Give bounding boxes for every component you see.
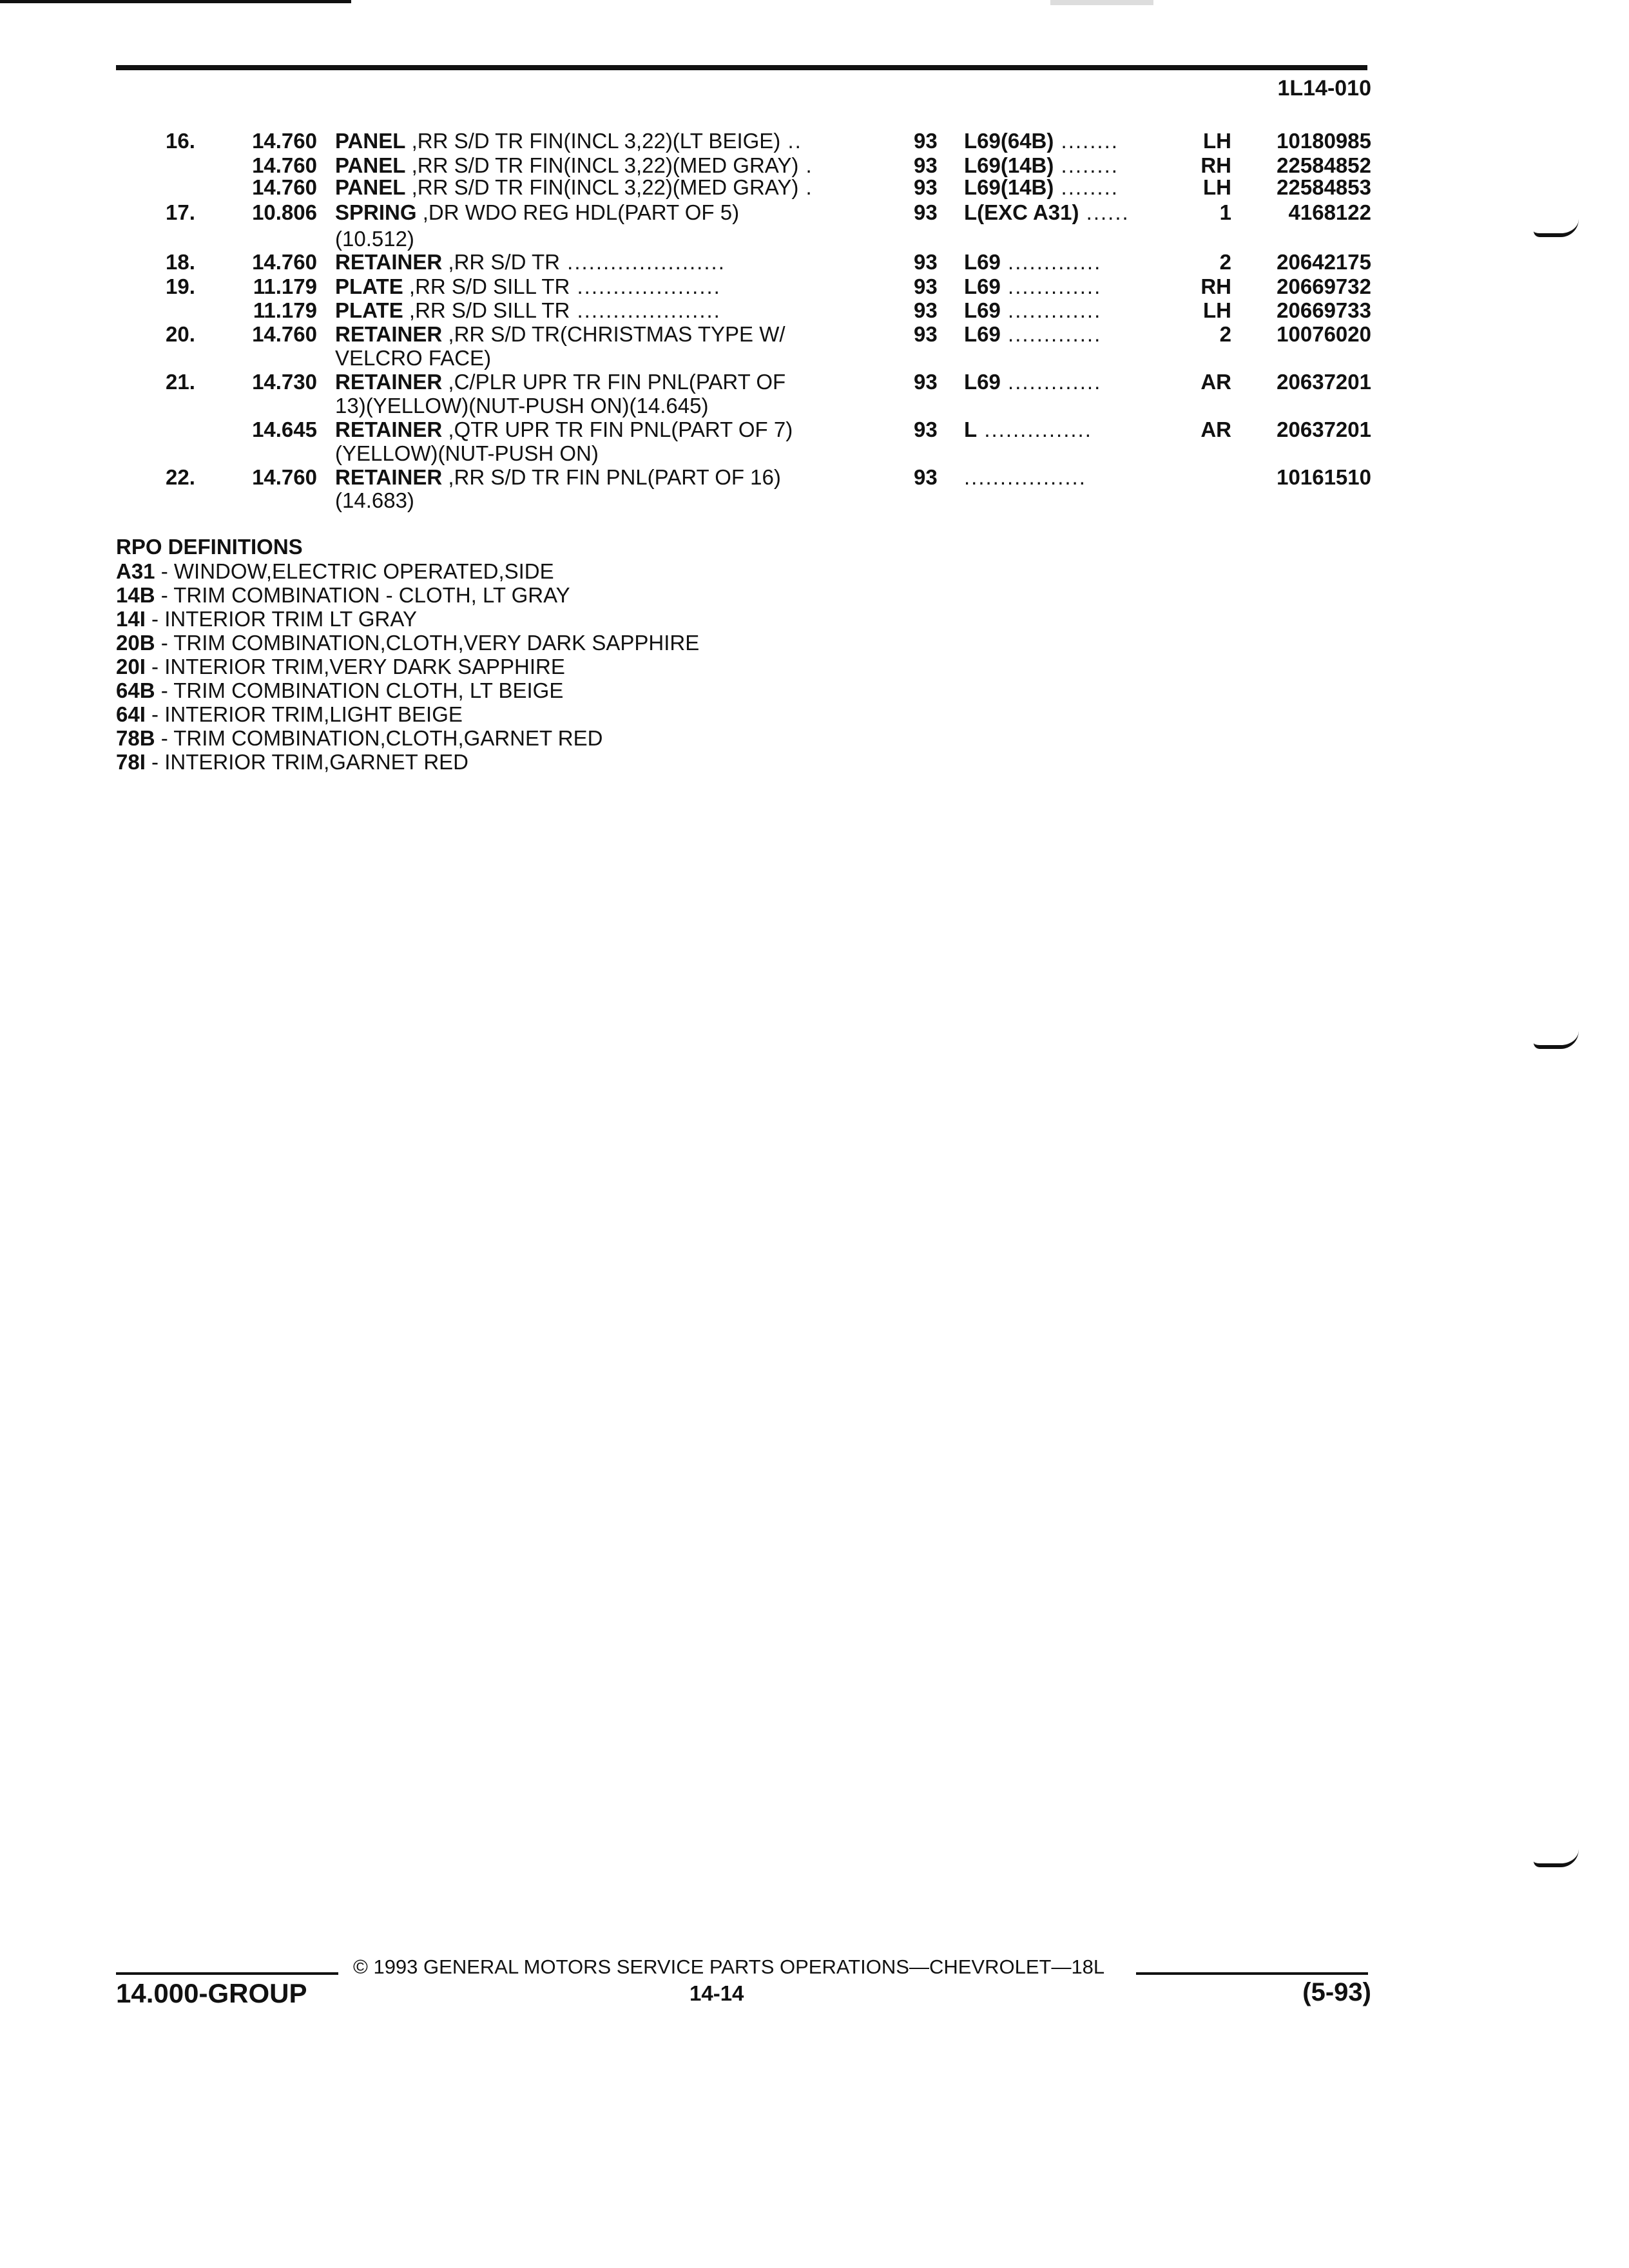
model-text: L(EXC A31)	[964, 200, 1079, 224]
model-code	[964, 175, 1119, 200]
rpo-item	[116, 655, 565, 679]
footer-rule-right	[1136, 1972, 1368, 1975]
top-left-rule	[0, 0, 351, 3]
dot-leader: .............	[1000, 322, 1102, 346]
rpo-item	[116, 607, 417, 631]
dot-leader: ......................	[559, 250, 726, 274]
group-number: 14.760	[252, 250, 317, 274]
rpo-item	[116, 702, 463, 727]
part-detail: ,RR S/D SILL TR	[403, 274, 570, 298]
part-detail: (10.512)	[335, 227, 414, 251]
table-row	[0, 250, 1629, 274]
quantity: RH	[1200, 153, 1231, 177]
part-number: 10180985	[1277, 129, 1371, 153]
table-row	[0, 227, 1629, 251]
table-row	[0, 441, 1629, 466]
model-year: 93	[914, 465, 938, 489]
group-number: 11.179	[253, 298, 317, 322]
rpo-code: 14I	[116, 607, 146, 631]
part-detail: ,RR S/D SILL TR	[403, 298, 570, 322]
dot-leader: ...............	[977, 418, 1092, 441]
table-row	[0, 488, 1629, 513]
footer-page-number: 14-14	[689, 1981, 744, 2005]
part-name: PANEL	[335, 175, 406, 199]
quantity: 2	[1219, 250, 1231, 274]
part-number: 20642175	[1277, 250, 1371, 274]
model-code	[964, 153, 1119, 178]
quantity: 1	[1219, 200, 1231, 224]
rpo-item	[116, 559, 554, 584]
part-detail: ,RR S/D TR	[442, 250, 560, 274]
group-number: 14.760	[252, 322, 317, 346]
quantity: 2	[1219, 322, 1231, 346]
item-number: 22.	[166, 465, 195, 489]
part-number: 20669732	[1277, 274, 1371, 298]
part-number: 20637201	[1277, 370, 1371, 394]
model-code	[964, 418, 1092, 442]
rpo-item	[116, 631, 699, 655]
dot-leader: ........	[1054, 153, 1119, 177]
dot-leader: .............	[1000, 250, 1102, 274]
group-number: 14.730	[252, 370, 317, 394]
dot-leader: ....................	[570, 274, 721, 298]
part-number: 10076020	[1277, 322, 1371, 346]
rpo-definition: - WINDOW,ELECTRIC OPERATED,SIDE	[155, 559, 554, 583]
model-text: L69	[964, 322, 1001, 346]
rpo-code: 64I	[116, 702, 146, 726]
group-number: 14.645	[252, 418, 317, 441]
dot-leader: ......	[1079, 200, 1130, 224]
part-detail: ,QTR UPR TR FIN PNL(PART OF 7)	[442, 418, 793, 441]
dot-leader: .............	[1000, 298, 1102, 322]
model-text: L69	[964, 274, 1001, 298]
rpo-item	[116, 678, 563, 703]
description	[335, 274, 721, 299]
group-number: 14.760	[252, 465, 317, 489]
quantity: LH	[1203, 129, 1231, 153]
part-name: PLATE	[335, 274, 403, 298]
footer-rule-left	[116, 1972, 338, 1975]
rpo-code: 64B	[116, 678, 155, 702]
model-text: L69	[964, 250, 1001, 274]
rpo-item	[116, 750, 468, 774]
part-detail: VELCRO FACE)	[335, 346, 492, 370]
table-row	[0, 465, 1629, 490]
model-year: 93	[914, 322, 938, 346]
part-detail: ,C/PLR UPR TR FIN PNL(PART OF	[442, 370, 786, 394]
table-row	[0, 175, 1629, 200]
part-detail: ,RR S/D TR FIN(INCL 3,22)(LT BEIGE)	[405, 129, 781, 153]
part-detail: (14.683)	[335, 488, 414, 512]
rpo-code: 20I	[116, 655, 146, 678]
description	[335, 129, 802, 153]
rpo-code: 20B	[116, 631, 155, 655]
rpo-definition: - INTERIOR TRIM LT GRAY	[145, 607, 417, 631]
table-row	[0, 274, 1629, 299]
model-code	[964, 465, 1086, 490]
model-code	[964, 129, 1119, 153]
item-number: 20.	[166, 322, 195, 346]
item-number: 21.	[166, 370, 195, 394]
group-number: 10.806	[252, 200, 317, 224]
footer-date: (5-93)	[1302, 1978, 1371, 2006]
dot-leader: ..	[780, 129, 802, 153]
rpo-item	[116, 726, 602, 751]
model-text: L69	[964, 298, 1001, 322]
item-number: 19.	[166, 274, 195, 298]
binder-hole-mark	[1534, 1849, 1579, 1867]
quantity: AR	[1200, 418, 1231, 441]
model-text: L69	[964, 370, 1001, 394]
table-row	[0, 298, 1629, 323]
description	[335, 370, 786, 394]
model-year: 93	[914, 250, 938, 274]
model-text: L69(64B)	[964, 129, 1054, 153]
scan-artifact	[1050, 0, 1153, 5]
description	[335, 153, 813, 178]
part-detail: ,RR S/D TR FIN(INCL 3,22)(MED GRAY)	[405, 153, 799, 177]
dot-leader: .............	[1000, 370, 1102, 394]
model-year: 93	[914, 370, 938, 394]
footer-group: 14.000-GROUP	[116, 1978, 307, 2008]
model-code	[964, 274, 1101, 299]
model-year: 93	[914, 175, 938, 199]
part-detail: (YELLOW)(NUT-PUSH ON)	[335, 441, 599, 465]
group-number: 11.179	[253, 274, 317, 298]
model-code	[964, 370, 1101, 394]
part-name: RETAINER	[335, 465, 443, 489]
page-code: 1L14-010	[1277, 76, 1371, 101]
description	[335, 488, 414, 513]
model-year: 93	[914, 418, 938, 441]
table-row	[0, 200, 1629, 225]
model-year: 93	[914, 200, 938, 224]
model-code	[964, 322, 1101, 347]
rpo-definition: - INTERIOR TRIM,GARNET RED	[145, 750, 469, 774]
part-number: 22584852	[1277, 153, 1371, 177]
description	[335, 418, 793, 442]
rpo-definition: - TRIM COMBINATION CLOTH, LT BEIGE	[155, 678, 564, 702]
group-number: 14.760	[252, 175, 317, 199]
part-name: RETAINER	[335, 370, 443, 394]
model-code	[964, 298, 1101, 323]
part-name: PLATE	[335, 298, 403, 322]
part-name: RETAINER	[335, 418, 443, 441]
table-row	[0, 129, 1629, 153]
description	[335, 175, 813, 200]
part-number: 20637201	[1277, 418, 1371, 441]
description	[335, 346, 491, 370]
part-number: 22584853	[1277, 175, 1371, 199]
part-number: 4168122	[1288, 200, 1371, 224]
part-detail: ,RR S/D TR FIN(INCL 3,22)(MED GRAY)	[405, 175, 799, 199]
description	[335, 250, 726, 274]
model-year: 93	[914, 129, 938, 153]
dot-leader: ....................	[570, 298, 721, 322]
rpo-code: 78B	[116, 726, 155, 750]
model-year: 93	[914, 298, 938, 322]
part-name: PANEL	[335, 153, 406, 177]
model-text: L	[964, 418, 978, 441]
part-detail: ,RR S/D TR(CHRISTMAS TYPE W/	[442, 322, 786, 346]
table-row	[0, 370, 1629, 394]
rpo-item	[116, 583, 570, 608]
item-number: 17.	[166, 200, 195, 224]
dot-leader: .	[798, 153, 813, 177]
rpo-definition: - TRIM COMBINATION - CLOTH, LT GRAY	[155, 583, 570, 607]
model-year: 93	[914, 274, 938, 298]
dot-leader: .............	[1000, 274, 1102, 298]
rpo-code: A31	[116, 559, 155, 583]
header-rule	[116, 65, 1367, 70]
part-name: PANEL	[335, 129, 406, 153]
part-detail: ,DR WDO REG HDL(PART OF 5)	[416, 200, 740, 224]
table-row	[0, 394, 1629, 418]
part-name: RETAINER	[335, 250, 443, 274]
description	[335, 227, 414, 251]
item-number: 16.	[166, 129, 195, 153]
rpo-definition: - INTERIOR TRIM,VERY DARK SAPPHIRE	[145, 655, 565, 678]
rpo-definition: - TRIM COMBINATION,CLOTH,GARNET RED	[155, 726, 603, 750]
rpo-code: 78I	[116, 750, 146, 774]
footer-copyright: © 1993 GENERAL MOTORS SERVICE PARTS OPERATIONS—CHEVROLET—18L	[353, 1956, 1105, 1978]
table-row	[0, 418, 1629, 442]
part-name: SPRING	[335, 200, 417, 224]
part-number: 10161510	[1277, 465, 1371, 489]
part-detail: ,RR S/D TR FIN PNL(PART OF 16)	[442, 465, 781, 489]
quantity: LH	[1203, 175, 1231, 199]
rpo-definition: - TRIM COMBINATION,CLOTH,VERY DARK SAPPHIRE	[155, 631, 700, 655]
binder-hole-mark	[1534, 1031, 1579, 1049]
group-number: 14.760	[252, 153, 317, 177]
rpo-definition: - INTERIOR TRIM,LIGHT BEIGE	[145, 702, 463, 726]
description	[335, 200, 739, 225]
table-row	[0, 153, 1629, 178]
description	[335, 441, 599, 466]
group-number: 14.760	[252, 129, 317, 153]
item-number: 18.	[166, 250, 195, 274]
part-name: RETAINER	[335, 322, 443, 346]
part-detail: 13)(YELLOW)(NUT-PUSH ON)(14.645)	[335, 394, 709, 418]
quantity: AR	[1200, 370, 1231, 394]
rpo-title: RPO DEFINITIONS	[116, 535, 303, 559]
dot-leader: .	[798, 175, 813, 199]
description	[335, 322, 786, 347]
model-code	[964, 200, 1130, 225]
dot-leader: ........	[1054, 129, 1119, 153]
quantity: RH	[1200, 274, 1231, 298]
table-row	[0, 322, 1629, 347]
dot-leader: .................	[964, 465, 1086, 489]
model-text: L69(14B)	[964, 153, 1054, 177]
rpo-code: 14B	[116, 583, 155, 607]
model-text: L69(14B)	[964, 175, 1054, 199]
dot-leader: ........	[1054, 175, 1119, 199]
description	[335, 298, 721, 323]
model-code	[964, 250, 1101, 274]
part-number: 20669733	[1277, 298, 1371, 322]
quantity: LH	[1203, 298, 1231, 322]
description	[335, 394, 708, 418]
model-year: 93	[914, 153, 938, 177]
description	[335, 465, 781, 490]
table-row	[0, 346, 1629, 370]
